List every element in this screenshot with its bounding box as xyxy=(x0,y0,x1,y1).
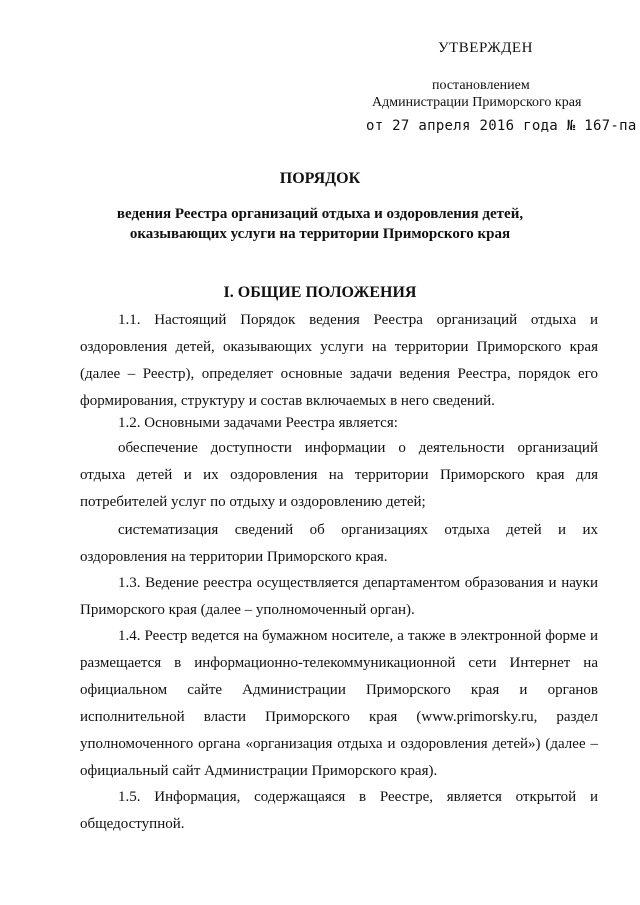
paragraph-1-5: 1.5. Информация, содержащаяся в Реестре, является открытой и общедоступной. xyxy=(80,789,598,832)
paragraph-1-1: 1.1. Настоящий Порядок ведения Реестра организаций отдыха и оздоровления детей, оказывающих услуги на территории Приморского края (далее – Реестр), определяет основные задачи ведения Реестра, порядок его формирования, структуру и состав включаемых в него сведений. xyxy=(80,312,598,409)
document-subtitle-line1: ведения Реестра организаций отдыха и оздоровления детей, xyxy=(116,206,524,222)
decree-reference-line1: постановлением xyxy=(432,78,530,93)
paragraph-1-3: 1.3. Ведение реестра осуществляется департаментом образования и науки Приморского края (далее – уполномоченный орган). xyxy=(80,575,598,618)
section-heading: I. ОБЩИЕ ПОЛОЖЕНИЯ xyxy=(223,284,417,301)
document-title: ПОРЯДОК xyxy=(279,170,361,187)
paragraph-1-4: 1.4. Реестр ведется на бумажном носителе, а также в электронной форме и размещается в информационно-телекоммуникационной сети Интернет на официальном сайте Администрации Приморского края и органов исполнительной власти Приморского края (www.primorsky.ru, раздел уполномоченного органа «организация отдыха и оздоровления детей») (далее – официальный сайт Администрации Приморского края). xyxy=(80,628,598,779)
decree-reference-line2: Администрации Приморского края xyxy=(372,95,582,110)
decree-date-number: от 27 апреля 2016 года № 167-па xyxy=(366,118,637,134)
approval-stamp-label: УТВЕРЖДЕН xyxy=(438,40,533,56)
paragraph-task-systematization: систематизация сведений об организациях отдыха детей и их оздоровления на территории Приморского края. xyxy=(80,522,598,565)
paragraph-1-2: 1.2. Основными задачами Реестра является: xyxy=(118,415,398,431)
paragraph-task-access: обеспечение доступности информации о деятельности организаций отдыха детей и их оздоровления на территории Приморского края для потребителей услуг по отдыху и оздоровлению детей; xyxy=(80,440,598,510)
document-subtitle-line2: оказывающих услуги на территории Приморского края xyxy=(129,226,511,242)
